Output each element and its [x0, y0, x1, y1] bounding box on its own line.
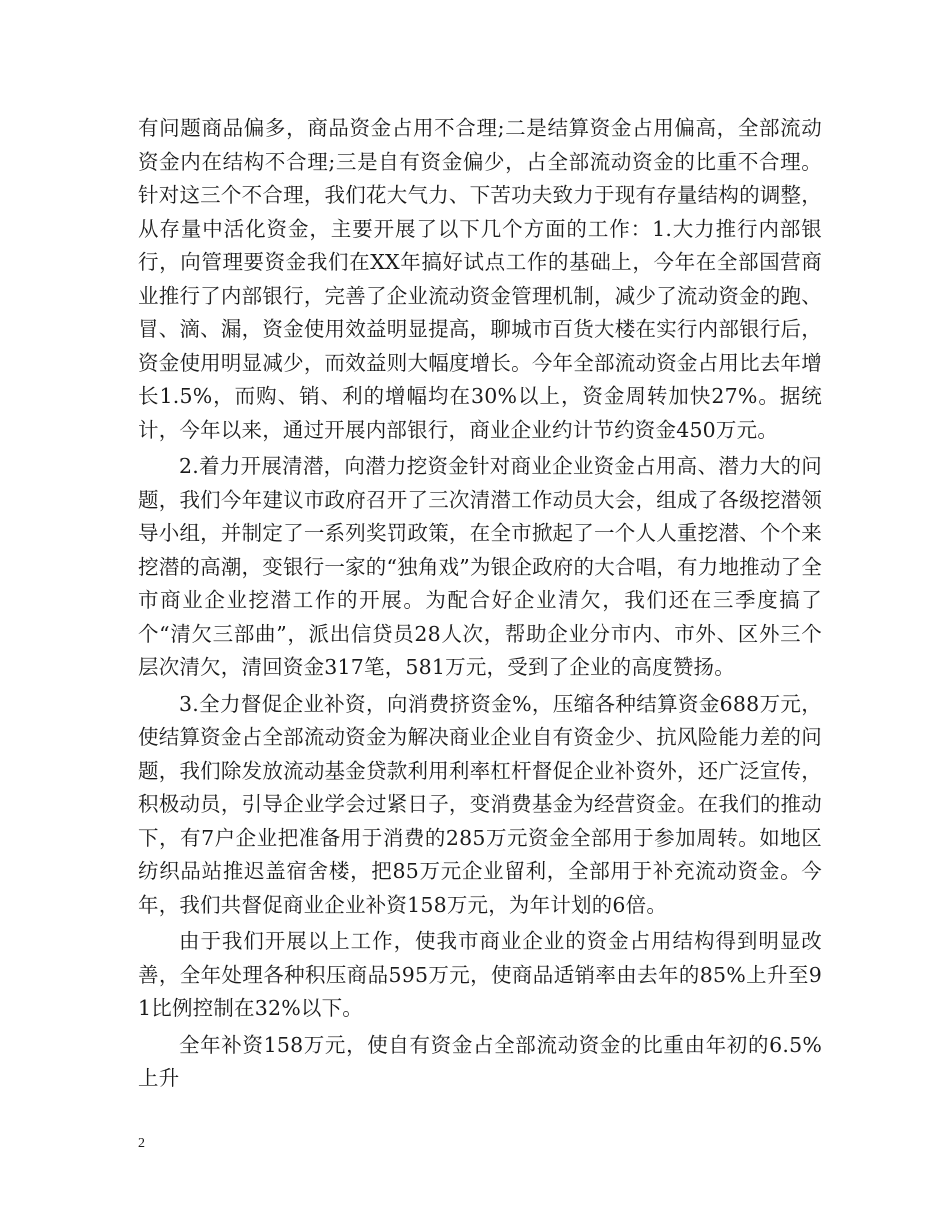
paragraph-3: 3.全力督促企业补资，向消费挤资金%，压缩各种结算资金688万元，使结算资金占全部流动资金为解决商业企业自有资金少、抗风险能力差的问题，我们除发放流动基金贷款利用利率杠杆督促企业补资外，还广泛宣传，积极动员，引导企业学会过紧日子，变消费基金为经营资金。在我们的推动下，有7户企业把准备用于消费的285万元资金全部用于参加周转。如地区纺织品站推迟盖宿舍楼，把85万元企业留利，全部用于补充流动资金。今年，我们共督促商业企业补资158万元，为年计划的6倍。: [138, 691, 822, 917]
paragraph-2: 2.着力开展清潜，向潜力挖资金针对商业企业资金占用高、潜力大的问题，我们今年建议市政府召开了三次清潜工作动员大会，组成了各级挖潜领导小组，并制定了一系列奖罚政策，在全市掀起了一个人人重挖潜、个个来挖潜的高潮，变银行一家的“独角戏”为银企政府的大合唱，有力地推动了全市商业企业挖潜工作的开展。为配合好企业清欠，我们还在三季度搞了个“清欠三部曲”，派出信贷员28人次，帮助企业分市内、市外、区外三个层次清欠，清回资金317笔，581万元，受到了企业的高度赞扬。: [138, 454, 822, 679]
page-number: 2: [138, 1136, 145, 1151]
paragraph-1: 有问题商品偏多，商品资金占用不合理;二是结算资金占用偏高，全部流动资金内在结构不合理;三是自有资金偏少，占全部流动资金的比重不合理。针对这三个不合理，我们花大气力、下苦功夫致力于现有存量结构的调整，从存量中活化资金，主要开展了以下几个方面的工作：1.大力推行内部银行，向管理要资金我们在XX年搞好试点工作的基础上，今年在全部国营商业推行了内部银行，完善了企业流动资金管理机制，减少了流动资金的跑、冒、滴、漏，资金使用效益明显提高，聊城市百货大楼在实行内部银行后，资金使用明显减少，而效益则大幅度增长。今年全部流动资金占用比去年增长1.5%，而购、销、利的增幅均在30%以上，资金周转加快27%。据统计，今年以来，通过开展内部银行，商业企业约计节约资金450万元。: [138, 116, 822, 442]
paragraph-5: 全年补资158万元，使自有资金占全部流动资金的比重由年初的6.5%上升: [138, 1032, 822, 1090]
paragraph-4: 由于我们开展以上工作，使我市商业企业的资金占用结构得到明显改善，全年处理各种积压商品595万元，使商品适销率由去年的85%上升至91比例控制在32%以下。: [138, 929, 822, 1020]
body-text: [138, 112, 822, 1096]
